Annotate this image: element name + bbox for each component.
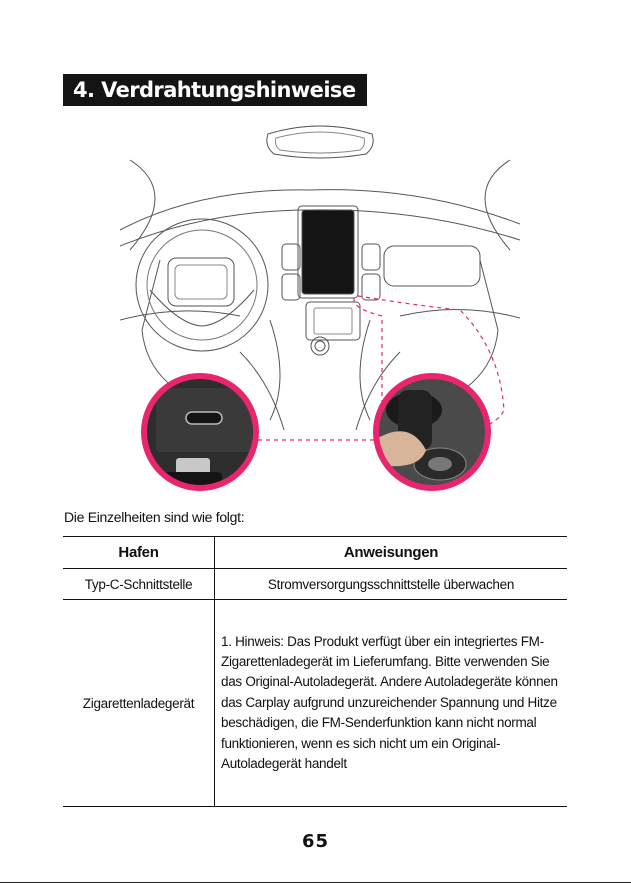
table-row	[63, 600, 567, 807]
instruction-cell: Stromversorgungsschnittstelle überwachen	[267, 576, 515, 592]
wiring-table	[63, 536, 567, 807]
instruction-cell: 1. Hinweis: Das Produkt verfügt über ein integriertes FM-Zigarettenladegerät im Lieferumfang. Bitte verwenden Sie das Original-Autoladegerät. Andere Autoladegeräte können das Carplay aufgrund unzureichender Spannung und Hitze beschädigen, die FM-Senderfunktion kann nicht normal funktionieren, wenn es sich nicht um ein Original-Autoladegerät handelt	[221, 633, 558, 772]
header-port: Hafen	[63, 537, 215, 569]
port-cell: Typ-C-Schnittstelle	[63, 569, 215, 600]
steering-wheel	[136, 219, 268, 351]
page-number: 65	[301, 831, 330, 852]
intro-text: Die Einzelheiten sind wie folgt:	[64, 509, 245, 525]
port-cell: Zigarettenladegerät	[63, 600, 215, 807]
header-instructions: Anweisungen	[343, 544, 439, 561]
cigarette-socket-closeup	[372, 372, 492, 492]
car-dashboard-illustration	[120, 120, 520, 500]
table-row	[63, 569, 567, 600]
usb-c-cable-route	[250, 298, 382, 440]
table-header-row	[63, 537, 567, 569]
section-title-text: 4. Verdrahtungshinweise	[73, 78, 356, 102]
usb-c-port-closeup	[140, 372, 260, 494]
section-title	[63, 74, 367, 106]
display-unit	[302, 210, 354, 294]
